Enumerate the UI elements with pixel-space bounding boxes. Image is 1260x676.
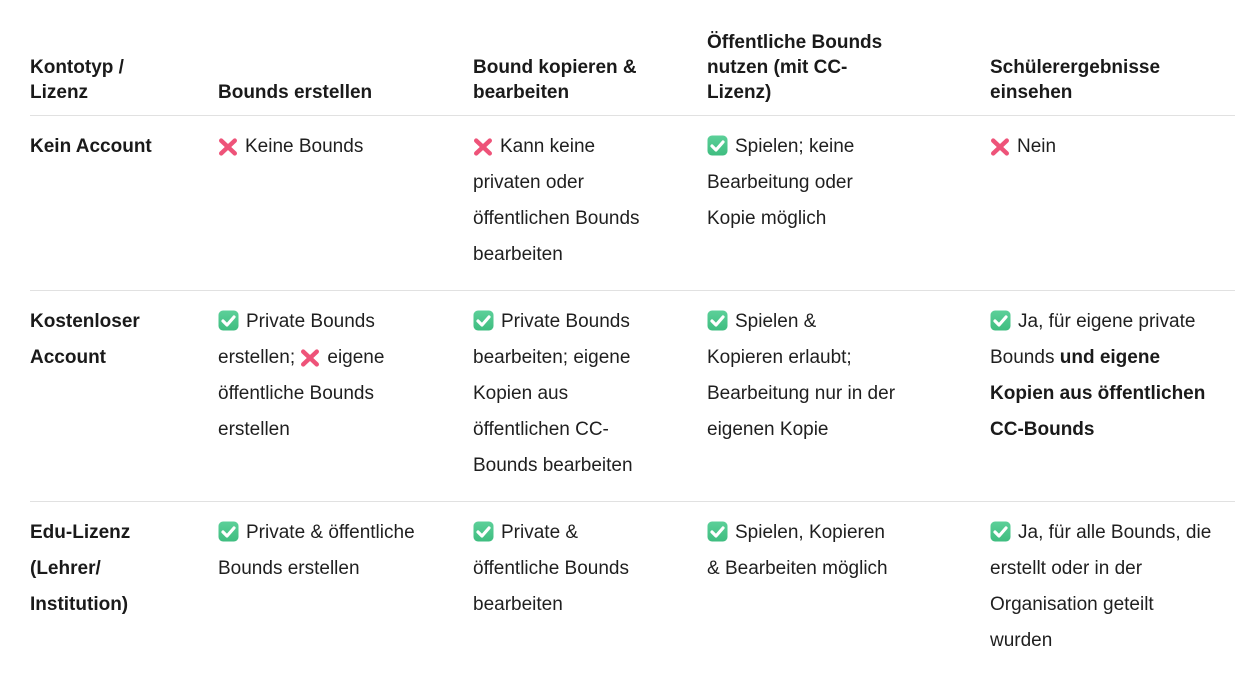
table-cell bbox=[990, 129, 1235, 273]
table-cell bbox=[218, 515, 473, 659]
cell-text: Nein bbox=[1017, 136, 1057, 157]
check-icon bbox=[218, 521, 239, 542]
row-label: Kein Account bbox=[30, 136, 152, 157]
cell-text: Spielen & Kopieren erlaubt; Bearbeitung nur in der eigenen Kopie bbox=[707, 311, 896, 440]
cross-icon bbox=[300, 349, 320, 367]
cell-text: Private Bounds erstellen; bbox=[218, 311, 375, 368]
table-row bbox=[30, 116, 1235, 291]
cross-icon bbox=[473, 138, 493, 156]
check-icon bbox=[707, 310, 728, 331]
cell-text: Private & öffentliche Bounds bearbeiten bbox=[473, 522, 629, 615]
table-cell bbox=[707, 129, 990, 273]
check-icon bbox=[707, 521, 728, 542]
table-cell bbox=[473, 515, 707, 659]
table-row bbox=[30, 291, 1235, 502]
row-label: Kostenloser Account bbox=[30, 311, 140, 368]
cell-text: Keine Bounds bbox=[245, 136, 364, 157]
cell-text: Ja, für alle Bounds, die erstellt oder in der Organisation geteilt wurden bbox=[990, 522, 1212, 651]
cell-text: Kann keine privaten oder öffentlichen Bounds bearbeiten bbox=[473, 136, 640, 265]
table-cell bbox=[707, 304, 990, 484]
check-icon bbox=[218, 310, 239, 331]
cell-text: Spielen, Kopieren & Bearbeiten möglich bbox=[707, 522, 888, 579]
cross-icon bbox=[218, 138, 238, 156]
column-header-2: Bounds erstellen bbox=[218, 82, 373, 103]
table-cell bbox=[473, 129, 707, 273]
check-icon bbox=[473, 521, 494, 542]
column-header-1: Kontotyp /​ Lizenz bbox=[30, 57, 124, 103]
check-icon bbox=[990, 310, 1011, 331]
table-row bbox=[30, 502, 1235, 676]
column-header-5: Schülerergebnisse einsehen bbox=[990, 57, 1161, 103]
cross-icon bbox=[990, 138, 1010, 156]
table-cell bbox=[707, 515, 990, 659]
cell-text: Ja, für eigene private Bounds bbox=[990, 311, 1196, 368]
table-body bbox=[30, 116, 1235, 676]
check-icon bbox=[473, 310, 494, 331]
permissions-table bbox=[30, 0, 1235, 676]
column-header-3: Bound kopieren & bearbeiten bbox=[473, 57, 637, 103]
check-icon bbox=[990, 521, 1011, 542]
table-cell bbox=[990, 304, 1235, 484]
row-label: Edu-Lizenz (Lehrer/​Institution) bbox=[30, 522, 131, 615]
table-cell bbox=[473, 304, 707, 484]
cell-text: eigene öffentliche Bounds erstellen bbox=[218, 347, 385, 440]
cell-text: Spielen; keine Bearbeitung oder Kopie möglich bbox=[707, 136, 855, 229]
check-icon bbox=[707, 135, 728, 156]
table-cell bbox=[990, 515, 1235, 659]
table-header-row bbox=[30, 0, 1235, 116]
column-header-4: Öffentliche Bounds nutzen (mit CC-Lizenz) bbox=[707, 32, 883, 103]
table-cell bbox=[218, 304, 473, 484]
cell-text: und eigene Kopien aus öffentlichen CC-Bounds bbox=[990, 347, 1206, 440]
table-cell bbox=[218, 129, 473, 273]
cell-text: Private Bounds bearbeiten; eigene Kopien aus öffentlichen CC-Bounds bearbeiten bbox=[473, 311, 633, 476]
cell-text: Private & öffentliche Bounds erstellen bbox=[218, 522, 415, 579]
